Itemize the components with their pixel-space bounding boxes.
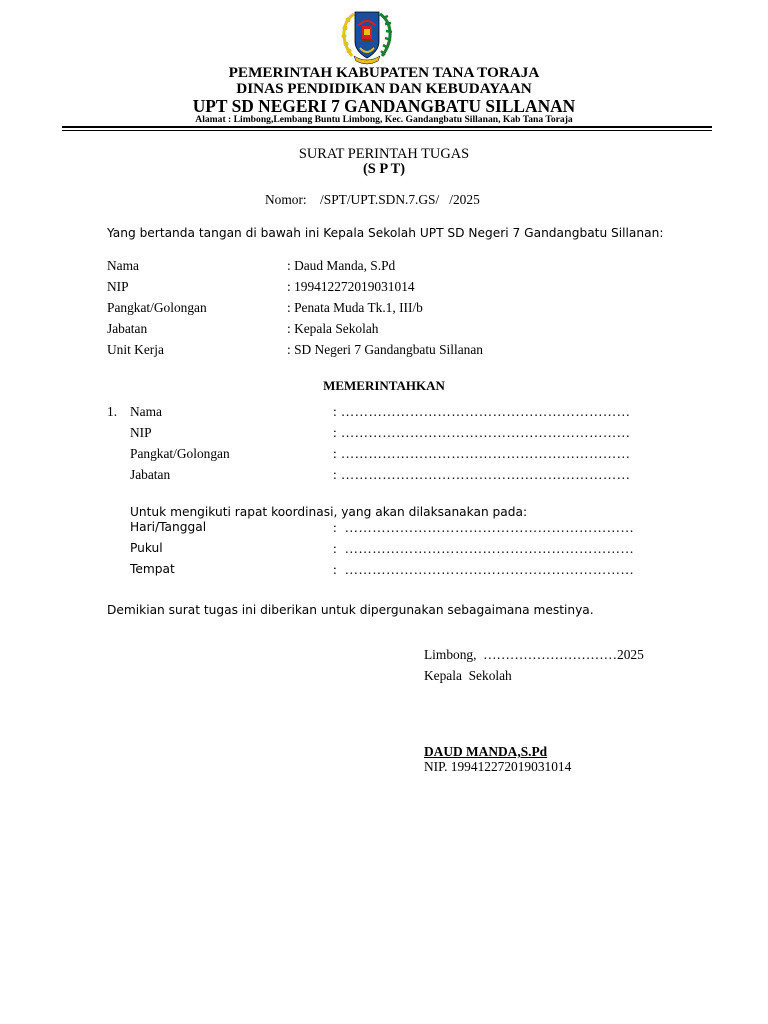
field-label: NIP xyxy=(107,279,129,294)
purpose-text: Untuk mengikuti rapat koordinasi, yang akan dilaksanakan pada: xyxy=(130,505,528,519)
field-value: : ……………………………………………………… xyxy=(333,541,635,556)
field-label: Hari/Tanggal xyxy=(130,520,207,534)
letterhead-government: PEMERINTAH KABUPATEN TANA TORAJA xyxy=(228,64,540,81)
field-value: : ……………………………………………………… xyxy=(333,404,631,419)
field-label: Pukul xyxy=(130,541,163,555)
intro-text: Yang bertanda tangan di bawah ini Kepala Sekolah UPT SD Negeri 7 Gandangbatu Sillanan: xyxy=(107,226,664,240)
field-value: : Penata Muda Tk.1, III/b xyxy=(287,300,423,315)
field-label: NIP xyxy=(130,425,152,440)
field-label: Jabatan xyxy=(130,467,171,482)
letterhead-rule-thick xyxy=(62,126,712,128)
field-value: : ……………………………………………………… xyxy=(333,467,631,482)
signer-nip: NIP. 199412272019031014 xyxy=(424,759,572,774)
letterhead-rule-thin xyxy=(62,130,712,131)
field-value: : ……………………………………………………… xyxy=(333,520,635,535)
field-value: : ……………………………………………………… xyxy=(333,446,631,461)
letterhead-department: DINAS PENDIDIKAN DAN KEBUDAYAAN xyxy=(236,80,532,97)
field-value: : 199412272019031014 xyxy=(287,279,415,294)
field-label: Jabatan xyxy=(107,321,148,336)
field-label: Tempat xyxy=(130,562,175,576)
letterhead-school: UPT SD NEGERI 7 GANDANGBATU SILLANAN xyxy=(192,96,576,116)
field-label: Unit Kerja xyxy=(107,342,164,357)
field-label: Pangkat/Golongan xyxy=(107,300,207,315)
field-label: Nama xyxy=(130,404,162,419)
field-value: : ……………………………………………………… xyxy=(333,562,635,577)
field-label: Nama xyxy=(107,258,139,273)
document-abbrev: (S P T) xyxy=(362,161,406,177)
letterhead-address: Alamat : Limbong,Lembang Buntu Limbong, Kec. Gandangbatu Sillanan, Kab Tana Toraja xyxy=(195,114,573,125)
tana-toraja-emblem-icon xyxy=(336,6,398,66)
document-title: SURAT PERINTAH TUGAS xyxy=(298,146,470,162)
signer-name: DAUD MANDA,S.Pd xyxy=(424,744,548,759)
field-value: : ……………………………………………………… xyxy=(333,425,631,440)
field-label: Pangkat/Golongan xyxy=(130,446,230,461)
field-value: : SD Negeri 7 Gandangbatu Sillanan xyxy=(287,342,483,357)
command-heading: MEMERINTAHKAN xyxy=(323,378,445,393)
list-number: 1. xyxy=(107,404,118,419)
field-value: : Kepala Sekolah xyxy=(287,321,379,336)
field-value: : Daud Manda, S.Pd xyxy=(287,258,396,273)
closing-text: Demikian surat tugas ini diberikan untuk dipergunakan sebagaimana mestinya. xyxy=(107,603,594,617)
signer-position: Kepala Sekolah xyxy=(424,668,512,683)
document-number: Nomor: /SPT/UPT.SDN.7.GS/ /2025 xyxy=(265,192,480,207)
place-date: Limbong, …………………………2025 xyxy=(424,647,644,662)
